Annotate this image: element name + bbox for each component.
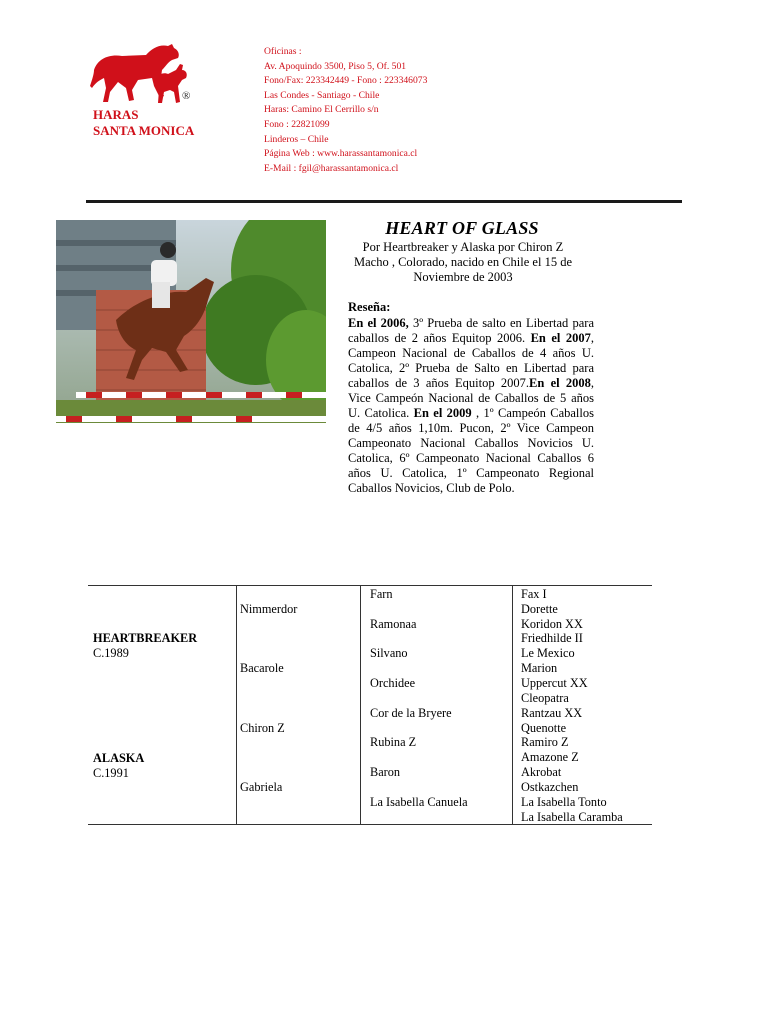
ancestor: Koridon XX xyxy=(521,617,583,631)
registered-mark: ® xyxy=(182,90,191,102)
great-grandparent: Silvano xyxy=(370,646,408,660)
ancestor: Cleopatra xyxy=(521,691,569,705)
pedigree-divider xyxy=(360,586,361,824)
ancestor: Ramiro Z xyxy=(521,735,569,749)
contact-line: Oficinas : xyxy=(264,46,302,57)
year-label: En el 2009 xyxy=(413,406,472,420)
year-label: En el 2008 xyxy=(529,376,591,390)
horse-name: HEART OF GLASS xyxy=(385,218,539,238)
grandparent: Nimmerdor xyxy=(240,602,298,616)
ancestor: Uppercut XX xyxy=(521,676,588,690)
summary-line: Por Heartbreaker y Alaska por Chiron Z xyxy=(362,240,564,254)
ancestor: La Isabella Caramba xyxy=(521,810,623,824)
contact-website[interactable]: Página Web : www.harassantamonica.cl xyxy=(264,148,418,160)
grandparent: Bacarole xyxy=(240,661,284,675)
horse-photo xyxy=(56,220,326,423)
dam-year: C.1991 xyxy=(93,766,129,780)
year-label: En el 2006, xyxy=(348,316,409,330)
contact-line: Haras: Camino El Cerrillo s/n xyxy=(264,104,379,116)
contact-line: Fono : 22821099 xyxy=(264,118,330,130)
contact-line: Fono/Fax: 223342449 - Fono : 223346073 xyxy=(264,75,428,87)
great-grandparent: Cor de la Bryere xyxy=(370,706,452,720)
pedigree-divider xyxy=(236,586,237,824)
resena-text xyxy=(348,316,594,496)
great-grandparent: Farn xyxy=(370,587,393,601)
contact-line: Las Condes - Santiago - Chile xyxy=(264,89,380,101)
sire-year: C.1989 xyxy=(93,646,129,660)
pedigree-divider xyxy=(512,586,513,824)
ancestor: Dorette xyxy=(521,602,558,616)
ancestor: Rantzau XX xyxy=(521,706,583,720)
dam-name: ALASKA xyxy=(93,751,145,765)
brand-name xyxy=(93,107,194,139)
ancestor: Ostkazchen xyxy=(521,780,579,794)
brand-name-line2: SANTA MONICA xyxy=(93,123,195,138)
ancestor: Friedhilde II xyxy=(521,631,583,645)
grandparent: Gabriela xyxy=(240,780,283,794)
achievement-text: , 1º Campeón Caballos de 4/5 años 1,10m. Pucon, 2º Vice Campeon Campeonato Nacional Caballos Novicios U. Catolica, 6º Campeonato Nacional Caballos 6 años U. Catolica, 1º Campeonato Regional Caballos Novicios, Club de Polo. xyxy=(348,406,594,495)
achievement-text: 3º Prueba de salto en Libertad para caballos de 2 años Equitop 2006. xyxy=(348,316,595,345)
great-grandparent: La Isabella Canuela xyxy=(370,795,468,809)
contact-line: Linderos – Chile xyxy=(264,133,329,145)
ancestor: Le Mexico xyxy=(521,646,575,660)
great-grandparent: Ramonaa xyxy=(370,617,417,631)
header-divider xyxy=(86,200,682,203)
pedigree-top-rule xyxy=(88,585,652,586)
great-grandparent: Baron xyxy=(370,765,401,779)
achievement-text: , Campeon Nacional de Caballos de 4 años U. Catolica, 2º Prueba de Salto en Libertad para caballos de 3 años Equitop 2007. xyxy=(348,331,594,390)
contact-line: Av. Apoquindo 3500, Piso 5, Of. 501 xyxy=(264,60,407,72)
achievement-text: , Vice Campeón Nacional de Caballos de 5 años U. Catolica. xyxy=(348,376,595,420)
great-grandparent: Orchidee xyxy=(370,676,416,690)
contact-info xyxy=(264,45,427,176)
ancestor: Akrobat xyxy=(521,765,562,779)
ancestor: Fax I xyxy=(521,587,547,601)
resena-heading: Reseña: xyxy=(348,300,391,314)
ancestor: Amazone Z xyxy=(521,750,579,764)
horse-summary xyxy=(330,240,596,285)
brand-name-line1: HARAS xyxy=(93,107,139,122)
summary-line: Noviembre de 2003 xyxy=(413,270,513,284)
ancestor: La Isabella Tonto xyxy=(521,795,607,809)
horse-show-jumping-photo-icon xyxy=(56,220,326,423)
year-label: En el 2007 xyxy=(530,331,591,345)
grandparent: Chiron Z xyxy=(240,721,285,735)
sire-name: HEARTBREAKER xyxy=(93,631,198,645)
ancestor: Marion xyxy=(521,661,558,675)
ancestor: Quenotte xyxy=(521,721,567,735)
great-grandparent: Rubina Z xyxy=(370,735,417,749)
contact-email[interactable]: E-Mail : fgil@harassantamonica.cl xyxy=(264,162,399,174)
summary-line: Macho , Colorado, nacido en Chile el 15 de xyxy=(354,255,572,269)
